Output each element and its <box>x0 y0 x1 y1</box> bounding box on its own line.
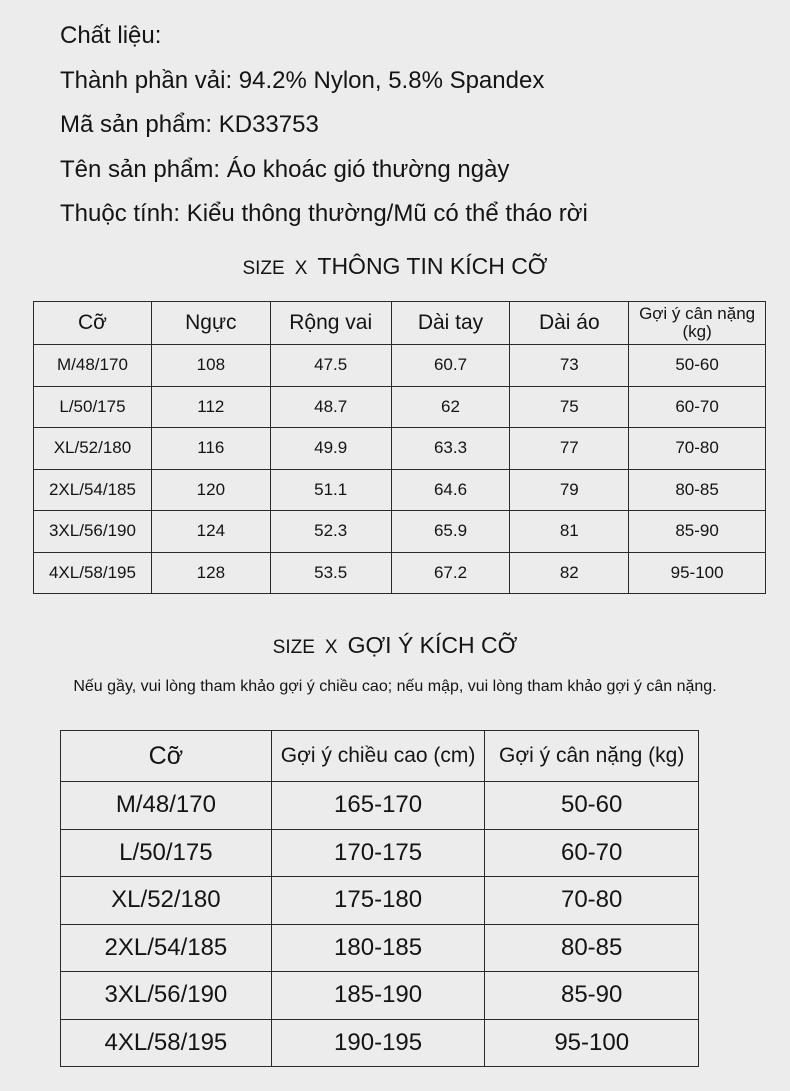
product-info <box>60 14 588 237</box>
table-row <box>61 877 699 925</box>
cell-shoulder: 51.1 <box>270 469 391 511</box>
table-header-row <box>61 731 699 782</box>
table-row <box>34 345 766 387</box>
col-header-sleeve: Dài tay <box>391 302 510 345</box>
table-row <box>61 972 699 1020</box>
cell-sleeve: 60.7 <box>391 345 510 387</box>
cell-weight: 60-70 <box>629 386 766 428</box>
cell-weight: 70-80 <box>485 877 699 925</box>
col-header-length: Dài áo <box>510 302 629 345</box>
cell-chest: 112 <box>151 386 270 428</box>
cell-height: 180-185 <box>271 924 485 972</box>
cell-chest: 108 <box>151 345 270 387</box>
cell-size: 3XL/56/190 <box>61 972 272 1020</box>
cell-size: 4XL/58/195 <box>34 552 152 594</box>
cell-shoulder: 52.3 <box>270 511 391 553</box>
table-row <box>34 469 766 511</box>
fabric-composition: Thành phần vải: 94.2% Nylon, 5.8% Spandex <box>60 66 545 94</box>
product-code: Mã sản phẩm: KD33753 <box>60 111 319 138</box>
cell-shoulder: 48.7 <box>270 386 391 428</box>
cell-size: L/50/175 <box>61 829 272 877</box>
cell-weight: 95-100 <box>629 552 766 594</box>
cell-chest: 116 <box>151 428 270 470</box>
cell-size: 4XL/58/195 <box>61 1019 272 1067</box>
table-row <box>34 511 766 553</box>
cell-size: 2XL/54/185 <box>34 469 152 511</box>
cell-chest: 124 <box>151 511 270 553</box>
cell-weight: 50-60 <box>485 782 699 830</box>
cell-shoulder: 49.9 <box>270 428 391 470</box>
col-header-size: Cỡ <box>61 731 272 782</box>
cell-weight: 50-60 <box>629 345 766 387</box>
cell-length: 77 <box>510 428 629 470</box>
size-guide-note: Nếu gầy, vui lòng tham khảo gợi ý chiều cao; nếu mập, vui lòng tham khảo gợi ý cân nặng. <box>73 678 717 695</box>
size-guide-table <box>60 730 699 1067</box>
cell-sleeve: 67.2 <box>391 552 510 594</box>
cell-sleeve: 64.6 <box>391 469 510 511</box>
table-row <box>61 782 699 830</box>
table-row <box>61 829 699 877</box>
cell-weight: 85-90 <box>485 972 699 1020</box>
cell-shoulder: 47.5 <box>270 345 391 387</box>
table-header-row <box>34 302 766 345</box>
table-row <box>34 552 766 594</box>
cell-sleeve: 63.3 <box>391 428 510 470</box>
cell-size: 3XL/56/190 <box>34 511 152 553</box>
size-info-table <box>33 301 766 594</box>
cell-size: 2XL/54/185 <box>61 924 272 972</box>
cell-size: M/48/170 <box>61 782 272 830</box>
table-row <box>61 924 699 972</box>
table-row <box>34 386 766 428</box>
cell-sleeve: 62 <box>391 386 510 428</box>
cell-length: 73 <box>510 345 629 387</box>
table-row <box>61 1019 699 1067</box>
cell-shoulder: 53.5 <box>270 552 391 594</box>
cell-height: 190-195 <box>271 1019 485 1067</box>
cell-height: 170-175 <box>271 829 485 877</box>
cell-sleeve: 65.9 <box>391 511 510 553</box>
cell-length: 82 <box>510 552 629 594</box>
cell-size: XL/52/180 <box>61 877 272 925</box>
product-attributes: Thuộc tính: Kiểu thông thường/Mũ có thể tháo rời <box>60 200 588 227</box>
cell-size: M/48/170 <box>34 345 152 387</box>
col-header-weight: Gợi ý cân nặng (kg) <box>629 302 766 345</box>
cell-size: XL/52/180 <box>34 428 152 470</box>
cell-chest: 120 <box>151 469 270 511</box>
cell-weight: 80-85 <box>629 469 766 511</box>
cell-chest: 128 <box>151 552 270 594</box>
cell-size: L/50/175 <box>34 386 152 428</box>
col-header-weight: Gợi ý cân nặng (kg) <box>485 731 699 782</box>
col-header-height: Gợi ý chiều cao (cm) <box>271 731 485 782</box>
cell-weight: 60-70 <box>485 829 699 877</box>
product-name: Tên sản phẩm: Áo khoác gió thường ngày <box>60 155 510 183</box>
material-heading: Chất liệu: <box>60 22 162 49</box>
cell-height: 175-180 <box>271 877 485 925</box>
cell-length: 75 <box>510 386 629 428</box>
col-header-shoulder: Rộng vai <box>270 302 391 345</box>
cell-weight: 70-80 <box>629 428 766 470</box>
col-header-chest: Ngực <box>151 302 270 345</box>
cell-weight: 95-100 <box>485 1019 699 1067</box>
cell-length: 81 <box>510 511 629 553</box>
size-guide-title: SIZE X GỢI Ý KÍCH CỠ <box>272 632 518 658</box>
cell-length: 79 <box>510 469 629 511</box>
size-info-title: SIZE X THÔNG TIN KÍCH CỠ <box>242 253 548 279</box>
cell-height: 185-190 <box>271 972 485 1020</box>
col-header-size: Cỡ <box>34 302 152 345</box>
cell-height: 165-170 <box>271 782 485 830</box>
table-row <box>34 428 766 470</box>
cell-weight: 85-90 <box>629 511 766 553</box>
cell-weight: 80-85 <box>485 924 699 972</box>
